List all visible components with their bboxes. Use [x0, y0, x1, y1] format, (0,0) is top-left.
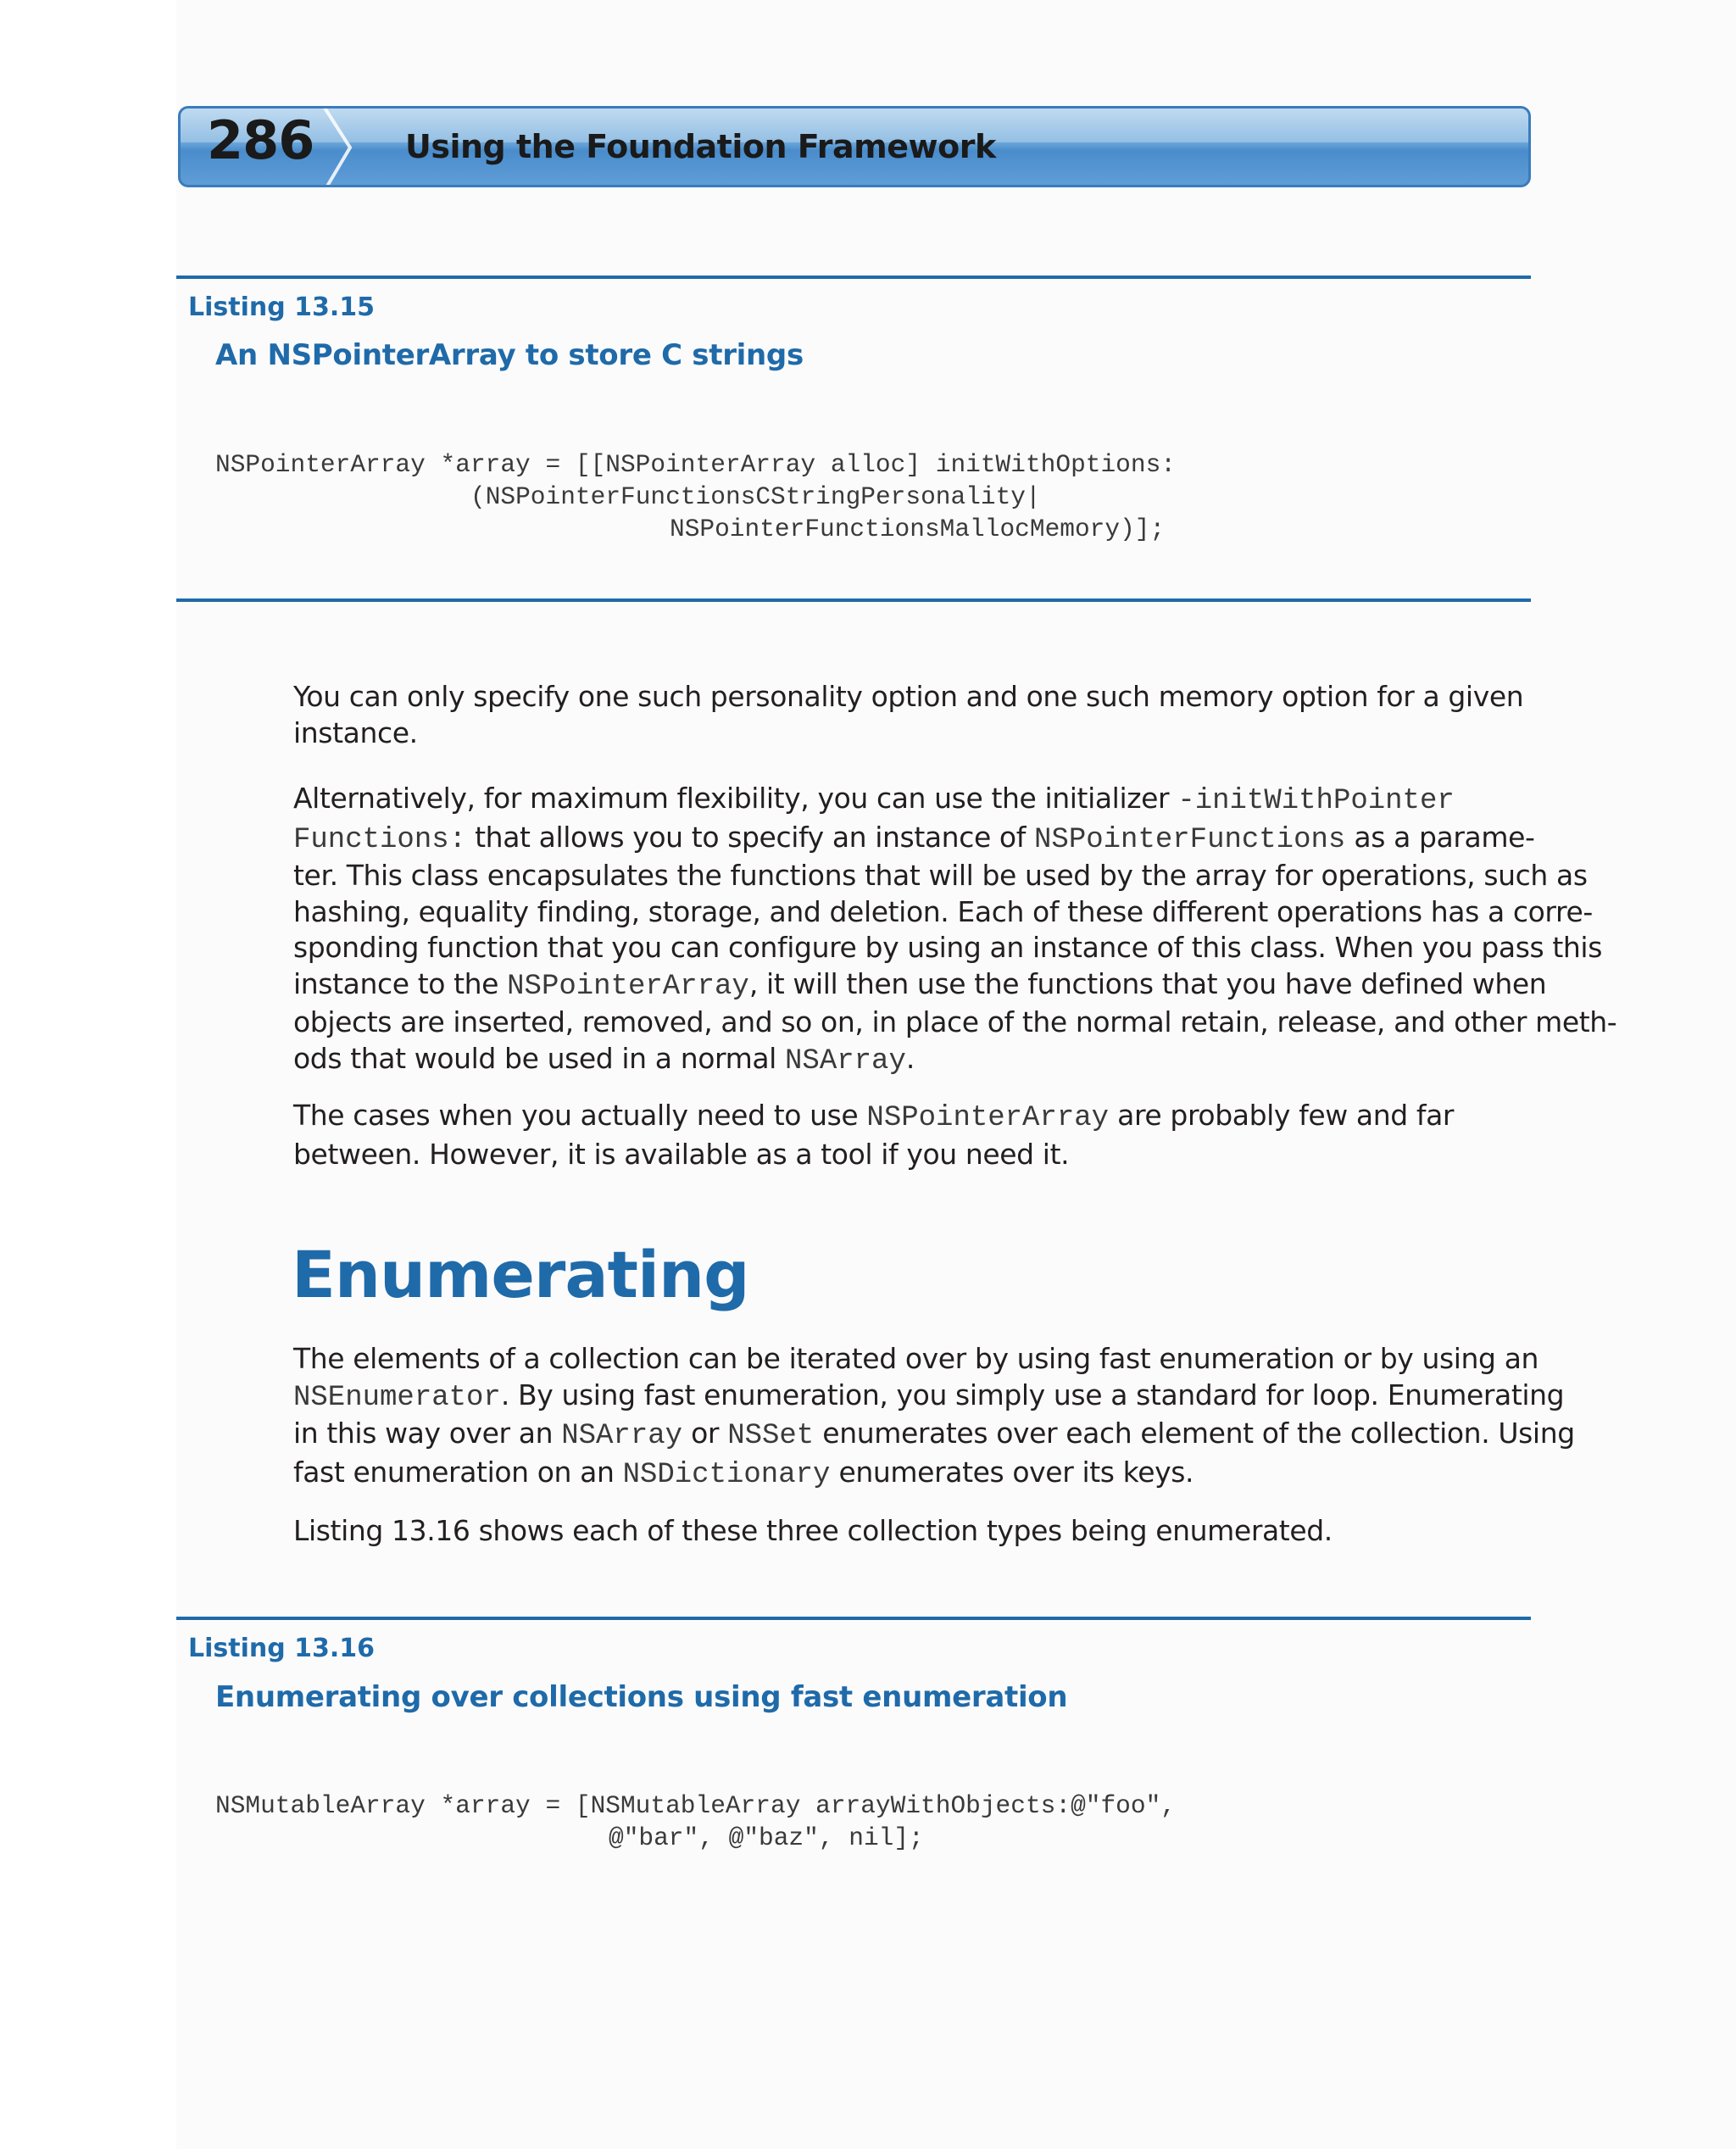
page-number: 286 [207, 109, 314, 171]
body-paragraph [293, 1098, 1531, 1172]
inline-code: NSArray [561, 1420, 683, 1452]
text-run: that allows you to specify an instance of [466, 820, 1035, 854]
text-run: ods that would be used in a normal [293, 1041, 786, 1075]
text-run: instance to the [293, 966, 508, 1000]
section-heading: Enumerating [292, 1237, 749, 1312]
text-line [293, 1041, 1531, 1080]
text-line: You can only specify one such personality option and one such memory option for a given [293, 680, 1524, 713]
body-paragraph [293, 781, 1617, 1079]
listing-label: Listing 13.16 [188, 1634, 376, 1663]
text-line: ter. This class encapsulates the functions that will be used by the array for operations, such as [293, 859, 1588, 892]
text-run: as a parame- [1345, 820, 1535, 854]
text-line [293, 1378, 1565, 1417]
text-line: instance. [293, 715, 418, 749]
text-run: . [905, 1041, 915, 1075]
text-line [293, 1098, 1531, 1137]
text-line: The elements of a collection can be iterated over by using fast enumeration or by using an [293, 1342, 1539, 1375]
inline-code: NSEnumerator [293, 1381, 501, 1414]
listing-title: Enumerating over collections using fast enumeration [215, 1680, 1068, 1714]
inline-code: NSPointerFunctions [1034, 823, 1346, 856]
inline-code: Functions: [293, 823, 467, 856]
text-run: are probably few and far [1109, 1099, 1455, 1132]
code-line: NSPointerFunctionsMallocMemory)]; [670, 515, 1166, 543]
text-run: enumerates over its keys. [830, 1455, 1194, 1489]
chapter-title: Using the Foundation Framework [405, 128, 996, 165]
text-run: enumerates over each element of the collection. Using [814, 1417, 1575, 1450]
inline-code: NSArray [785, 1044, 906, 1077]
text-line: between. However, it is available as a tool if you need it. [293, 1137, 1070, 1171]
text-line [293, 1455, 1531, 1494]
body-paragraph [293, 679, 1531, 751]
code-line: @"bar", @"baz", nil]; [609, 1823, 924, 1852]
text-line: hashing, equality finding, storage, and deletion. Each of these different operations has a corre- [293, 894, 1593, 928]
text-line [293, 820, 1535, 859]
text-run: , it will then use the functions that you have defined when [748, 966, 1547, 1000]
inline-code: NSPointerArray [507, 970, 749, 1003]
listing-title: An NSPointerArray to store C strings [215, 338, 804, 372]
body-paragraph [293, 1341, 1575, 1493]
listing-top-rule [176, 276, 1531, 279]
text-run: or [682, 1417, 728, 1450]
inline-code: NSPointerArray [866, 1102, 1110, 1134]
inline-code: NSDictionary [622, 1458, 831, 1491]
inline-code: -initWithPointer [1177, 785, 1455, 817]
text-run: Alternatively, for maximum flexibility, you can use the initializer [293, 782, 1178, 815]
text-run: . By using fast enumeration, you simply use a standard for loop. Enumerating [500, 1378, 1565, 1411]
text-line: objects are inserted, removed, and so on, in place of the normal retain, release, and other meth- [293, 1005, 1617, 1038]
code-line: (NSPointerFunctionsCStringPersonality| [470, 482, 1041, 511]
body-paragraph [293, 1513, 1531, 1550]
text-run: fast enumeration on an [293, 1455, 623, 1489]
text-run: in this way over an [293, 1417, 562, 1450]
text-line [293, 781, 1531, 820]
text-line [293, 966, 1547, 1005]
code-line: NSMutableArray *array = [NSMutableArray arrayWithObjects:@"foo", [215, 1791, 1176, 1820]
text-line [293, 1416, 1575, 1455]
listing-bottom-rule [176, 598, 1531, 602]
listing-label: Listing 13.15 [188, 292, 376, 322]
text-run: The cases when you actually need to use [293, 1099, 867, 1132]
listing-top-rule [176, 1617, 1531, 1620]
code-line: NSPointerArray *array = [[NSPointerArray alloc] initWithOptions: [215, 450, 1176, 479]
text-line: Listing 13.16 shows each of these three collection types being enumerated. [293, 1514, 1333, 1547]
inline-code: NSSet [727, 1420, 815, 1452]
text-line: sponding function that you can configure by using an instance of this class. When you pass this [293, 931, 1602, 964]
